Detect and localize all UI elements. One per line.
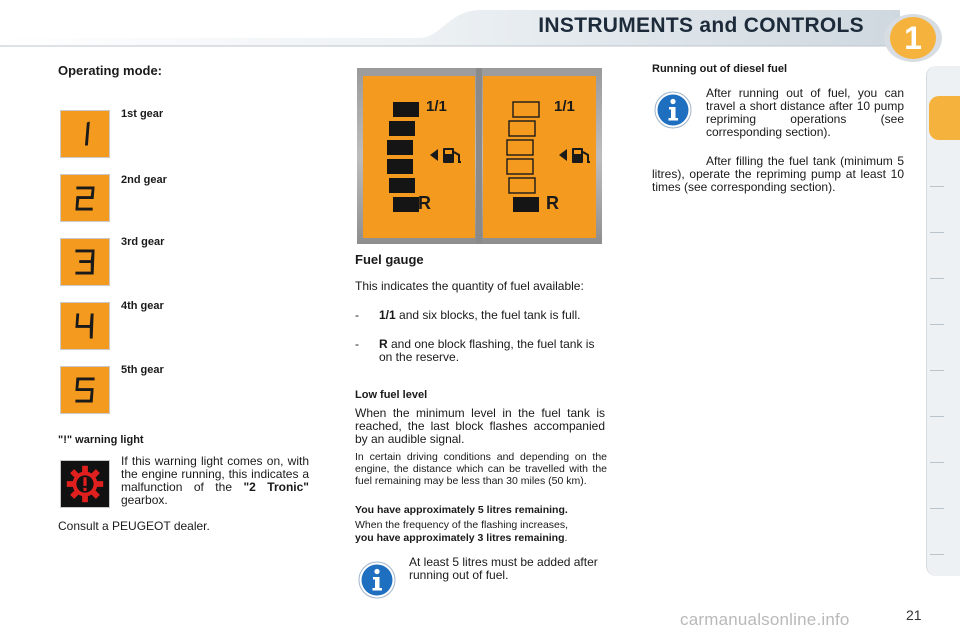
chapter-tab-strip bbox=[926, 66, 960, 576]
page-title: INSTRUMENTS and CONTROLS bbox=[538, 14, 864, 37]
tab-divider bbox=[930, 186, 944, 187]
fuel-pump-icon bbox=[426, 144, 466, 166]
gauge-full-label-right: 1/1 bbox=[554, 98, 575, 115]
gear-label-5: 5th gear bbox=[121, 364, 164, 376]
gauge-block bbox=[513, 197, 539, 212]
gear-display-2 bbox=[60, 174, 110, 222]
gear-label-1: 1st gear bbox=[121, 108, 164, 120]
low-fuel-text: When the minimum level in the fuel tank is reached, the last block flashes accompanied by an audible signal. bbox=[355, 406, 605, 446]
gauge-reserve-label-left: R bbox=[418, 193, 431, 213]
low-fuel-detail: In certain driving conditions and depending on the engine, the distance which can be travelled with the fuel remaining may be less than 30 miles (50 km). bbox=[355, 451, 607, 487]
tab-divider bbox=[930, 462, 944, 463]
fuel-gauge-intro: This indicates the quantity of fuel available: bbox=[355, 279, 584, 293]
warning-light-text: If this warning light comes on, with the engine running, this indicates a malfunction of the "2 Tronic" gearbox. bbox=[121, 454, 309, 507]
operating-mode-heading: Operating mode: bbox=[58, 63, 163, 78]
tab-divider bbox=[930, 370, 944, 371]
gauge-block bbox=[389, 178, 415, 193]
gauge-block bbox=[387, 159, 413, 174]
info-icon bbox=[358, 561, 396, 599]
gauge-block bbox=[389, 121, 415, 136]
chapter-number: 1 bbox=[890, 17, 936, 59]
gear-label-2: 2nd gear bbox=[121, 174, 167, 186]
gauge-block bbox=[393, 102, 419, 117]
refuel-minimum-note: At least 5 litres must be added after running out of fuel. bbox=[409, 555, 598, 582]
page-number: 21 bbox=[906, 607, 922, 623]
diesel-paragraph-1: After running out of fuel, you can travel a short distance after 10 pump repriming operations (see corresponding section). bbox=[706, 86, 904, 139]
low-fuel-heading: Low fuel level bbox=[355, 389, 428, 401]
fuel-pump-icon bbox=[555, 144, 595, 166]
tab-divider bbox=[930, 232, 944, 233]
remaining-3-litres: you have approximately 3 litres remaining. bbox=[355, 532, 568, 544]
fuel-gauge-bullet-full: - 1/1 and six blocks, the fuel tank is full. bbox=[355, 308, 581, 322]
tab-divider bbox=[930, 278, 944, 279]
gear-display-3 bbox=[60, 238, 110, 286]
fuel-gauge-heading: Fuel gauge bbox=[355, 252, 424, 267]
gauge-reserve-label-right: R bbox=[546, 193, 559, 213]
gear-label-3: 3rd gear bbox=[121, 236, 165, 248]
info-icon bbox=[654, 91, 692, 129]
gear-label-4: 4th gear bbox=[121, 300, 164, 312]
warning-light-heading: "!" warning light bbox=[58, 434, 144, 446]
gauge-block bbox=[387, 140, 413, 155]
fuel-gauge-bullet-reserve: - R and one block flashing, the fuel tank is on the reserve. bbox=[355, 337, 595, 364]
remaining-5-litres: You have approximately 5 litres remaining. bbox=[355, 504, 568, 516]
diesel-heading: Running out of diesel fuel bbox=[652, 63, 788, 75]
watermark: carmanualsonline.info bbox=[680, 610, 850, 629]
gauge-full-label-left: 1/1 bbox=[426, 98, 447, 115]
tab-divider bbox=[930, 416, 944, 417]
gear-display-1 bbox=[60, 110, 110, 158]
tab-divider bbox=[930, 324, 944, 325]
tab-divider bbox=[930, 508, 944, 509]
flashing-frequency-note: When the frequency of the flashing increases, bbox=[355, 519, 569, 531]
gear-display-4 bbox=[60, 302, 110, 350]
engine-gear-warning-icon bbox=[60, 460, 110, 508]
gear-display-5 bbox=[60, 366, 110, 414]
consult-dealer-text: Consult a PEUGEOT dealer. bbox=[58, 519, 210, 533]
diesel-paragraph-2: After filling the fuel tank (minimum 5 litres), operate the repriming pump at least 10 times (see corresponding section). bbox=[652, 154, 904, 194]
chapter-tab-active[interactable] bbox=[929, 96, 960, 140]
gauge-block bbox=[393, 197, 419, 212]
tab-divider bbox=[930, 554, 944, 555]
